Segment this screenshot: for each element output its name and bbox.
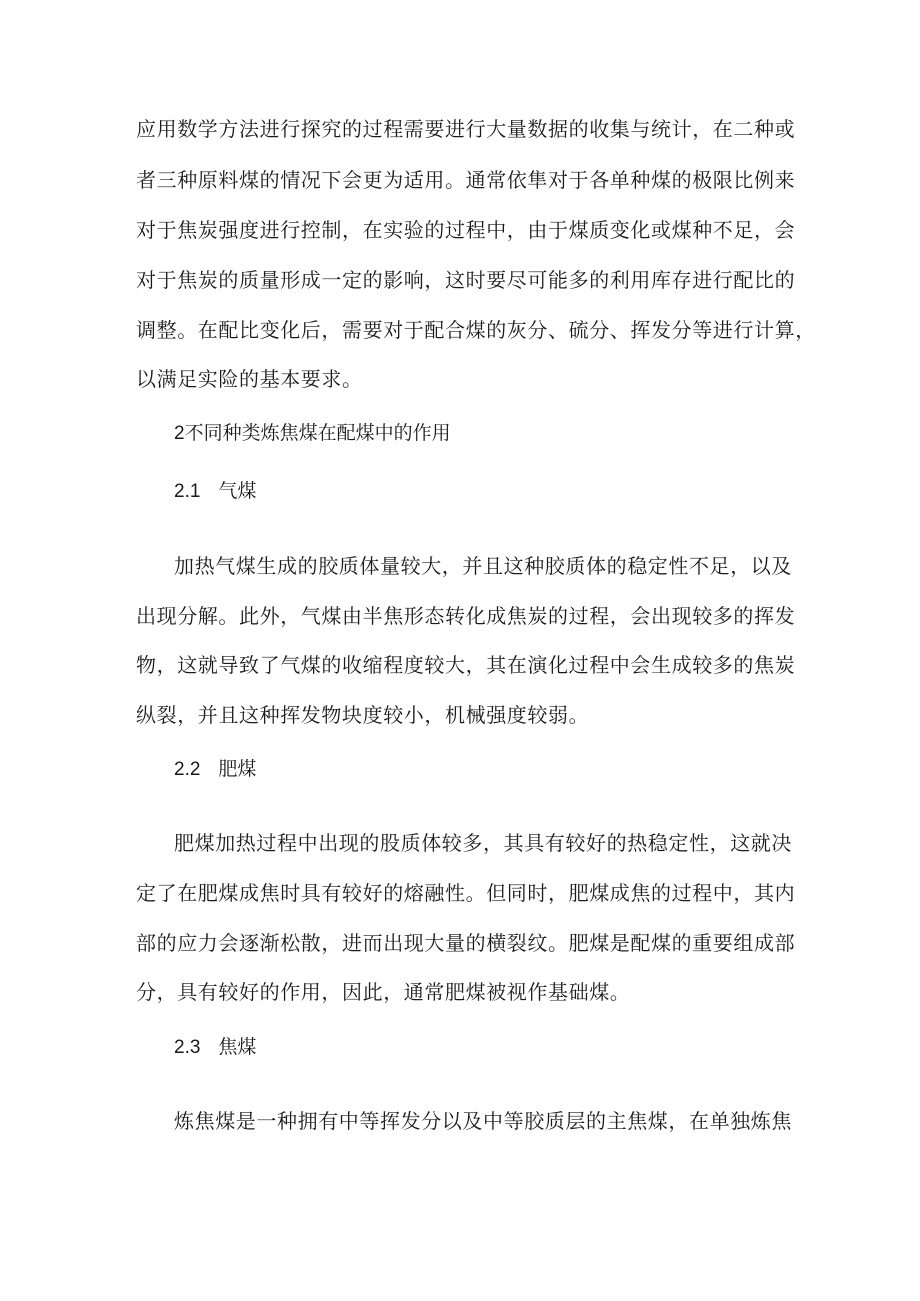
paragraph-line: 肥煤加热过程中出现的股质体较多，其具有较好的热稳定性，这就决 [174, 831, 792, 855]
paragraph-line: 定了在肥煤成焦时具有较好的熔融性。但同时，肥煤成焦的过程中，其内 [136, 881, 796, 905]
subsection-number: 2.1 [174, 481, 201, 502]
section-heading: 2不同种类炼焦煤在配煤中的作用 [174, 423, 451, 444]
paragraph-line: 以满足实险的基本要求。 [136, 367, 363, 391]
paragraph-line: 分，具有较好的作用，因此，通常肥煤被视作基础煤。 [136, 980, 631, 1004]
subsection-title: 气煤 [218, 481, 257, 502]
paragraph-line: 部的应力会逐渐松散，进而出现大量的横裂纹。肥煤是配煤的重要组成部 [136, 931, 796, 955]
paragraph-line: 物，这就导致了气煤的收缩程度较大，其在演化过程中会生成较多的焦炭 [136, 653, 796, 677]
paragraph-line: 炼焦煤是一种拥有中等挥发分以及中等胶质层的主焦煤，在单独炼焦 [174, 1109, 792, 1133]
subsection-title: 焦煤 [218, 1037, 257, 1058]
paragraph-line: 加热气煤生成的胶质体量较大，并且这种胶质体的稳定性不足，以及 [174, 554, 792, 578]
paragraph-line: 纵裂，并且这种挥发物块度较小，机械强度较弱。 [136, 703, 590, 727]
paragraph-line: 出现分解。此外，气煤由半焦形态转化成焦炭的过程，会出现较多的挥发 [136, 604, 796, 628]
paragraph-line: 对于焦炭强度进行控制，在实验的过程中，由于煤质变化或煤种不足，会 [136, 218, 796, 242]
subsection-title: 肥煤 [218, 759, 257, 780]
subsection-heading-fat-coal [174, 756, 256, 784]
subsection-heading-coking-coal [174, 1034, 256, 1062]
paragraph-line: 对于焦炭的质量形成一定的影响，这时要尽可能多的利用库存进行配比的 [136, 268, 796, 292]
subsection-heading-gas-coal [174, 478, 256, 506]
subsection-number: 2.2 [174, 759, 201, 780]
paragraph-line: 应用数学方法进行探究的过程需要进行大量数据的收集与统计，在二种或 [136, 117, 796, 141]
subsection-number: 2.3 [174, 1037, 201, 1058]
paragraph-line: 者三种原料煤的情况下会更为适用。通常依隼对于各单种煤的极限比例来 [136, 168, 796, 192]
paragraph-line: 调整。在配比变化后，需要对于配合煤的灰分、硫分、挥发分等进行计算， [136, 318, 816, 342]
